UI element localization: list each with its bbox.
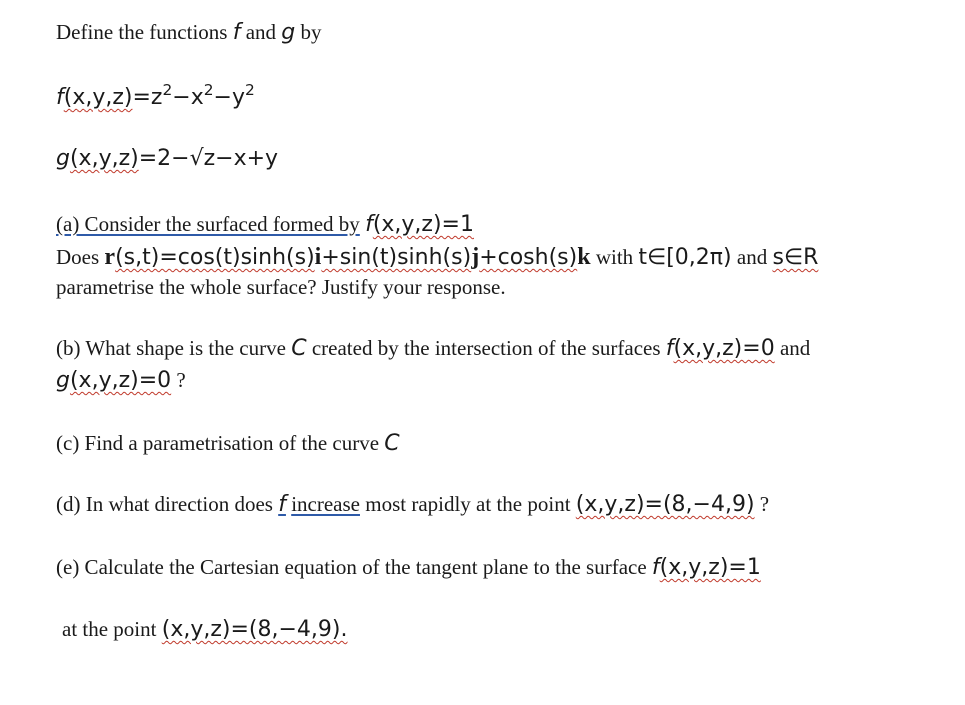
f-sup1: 2 (162, 80, 173, 99)
part-e-text: (e) Calculate the Cartesian equation of the tangent plane to the surface (56, 555, 647, 579)
curve-c: C (291, 336, 307, 361)
f-rhs-c: −y (213, 85, 245, 110)
f-definition (56, 80, 255, 110)
part-b-line2 (56, 368, 186, 393)
with-text: with (595, 245, 634, 269)
g-args: (x,y,z) (69, 146, 139, 171)
part-d-text2: most rapidly at the point (365, 492, 571, 516)
part-b-f-eq: (x,y,z)=0 (673, 336, 775, 361)
part-e-eq: (x,y,z)=1 (659, 555, 761, 580)
part-e-line2 (62, 617, 347, 642)
part-e-point: (x,y,z)=(8,−4,9). (161, 617, 348, 642)
r-vector: r (104, 244, 116, 270)
part-d-line (56, 492, 769, 517)
part-a-line1 (56, 212, 474, 237)
k-vector: k (577, 244, 591, 270)
i-vector: i (314, 244, 322, 270)
g-name: g (56, 146, 70, 171)
part-a-line3 (56, 275, 506, 300)
part-b-g-eq: (x,y,z)=0 (69, 368, 172, 393)
f-symbol: f (232, 20, 241, 45)
intro-text: Define the functions (56, 20, 228, 44)
f-rhs-b: −x (172, 85, 204, 110)
part-c-line (56, 431, 400, 456)
t-range: t∈[0,2π) (638, 245, 732, 270)
param-a: (s,t)=cos(t)sinh(s) (115, 245, 315, 270)
part-d-point: (x,y,z)=(8,−4,9) (575, 492, 755, 517)
g-symbol: g (281, 20, 296, 45)
f-args: (x,y,z) (63, 85, 133, 110)
part-a-text: (a) Consider the surfaced formed by (56, 212, 360, 236)
part-a-f: f (365, 212, 373, 237)
part-e-text2: at the point (62, 617, 157, 641)
part-b-text1: (b) What shape is the curve (56, 336, 286, 360)
intro-by: by (300, 20, 322, 44)
part-b-line1 (56, 336, 810, 361)
part-c-c: C (384, 431, 400, 456)
g-rhs: =2−√z−x+y (138, 146, 279, 171)
part-e-f: f (651, 555, 660, 580)
part-c-text: (c) Find a parametrisation of the curve (56, 431, 380, 455)
part-b-and: and (779, 336, 811, 360)
part-e-line1 (56, 555, 761, 580)
g-definition (56, 146, 278, 171)
part-a-line3-text: parametrise the whole surface? Justify your response. (56, 275, 506, 299)
part-b-q: ? (176, 368, 186, 392)
f-rhs-a: =z (132, 85, 163, 110)
part-d-f: f (278, 492, 286, 517)
j-vector: j (471, 244, 480, 270)
part-d-text1: (d) In what direction does (56, 492, 273, 516)
f-sup2: 2 (203, 80, 214, 99)
s-range: s∈R (772, 245, 819, 270)
part-d-q: ? (759, 492, 770, 516)
part-b-text2: created by the intersection of the surfaces (311, 336, 661, 360)
param-b: +sin(t)sinh(s) (321, 245, 472, 270)
and-text: and (736, 245, 768, 269)
part-b-g: g (56, 368, 70, 393)
f-sup3: 2 (244, 80, 255, 99)
part-a-line2 (56, 244, 818, 271)
param-c: +cosh(s) (479, 245, 578, 270)
intro-line (56, 20, 322, 45)
part-d-increase: increase (291, 492, 360, 516)
does-text: Does (56, 245, 100, 269)
f-name: f (56, 85, 64, 110)
part-b-f: f (665, 336, 674, 361)
intro-and: and (245, 20, 277, 44)
part-a-eq: (x,y,z)=1 (372, 212, 474, 237)
